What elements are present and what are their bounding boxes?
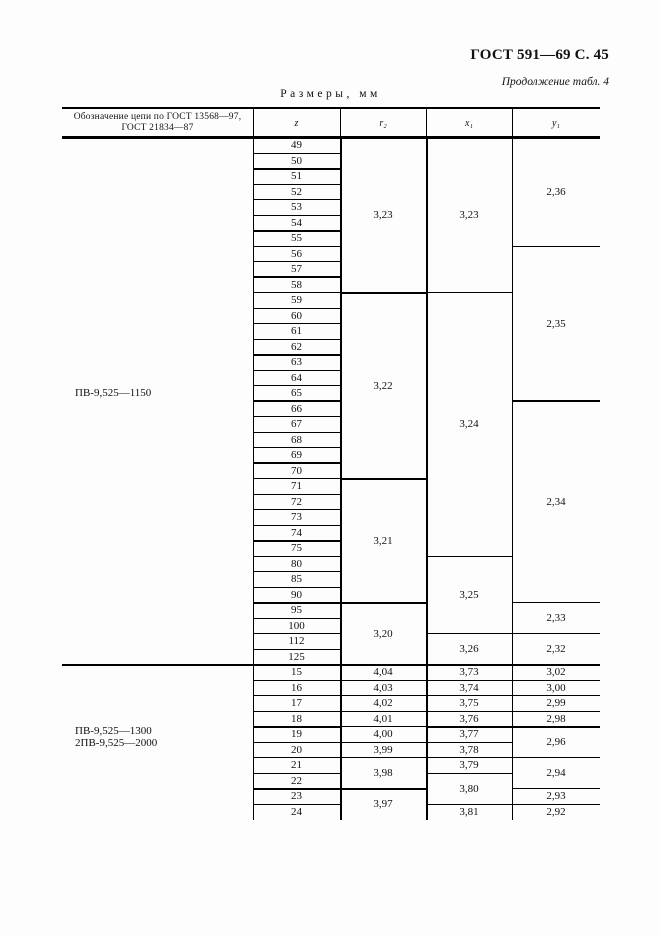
- merged-cell-divider: [340, 788, 426, 790]
- column-divider-r2: [340, 138, 343, 665]
- row-divider: [253, 587, 340, 588]
- z-value-cell: 49: [291, 139, 302, 152]
- x1-value-cell: 3,78: [459, 743, 479, 756]
- z-value-cell: 16: [291, 681, 302, 694]
- row-divider: [253, 711, 340, 712]
- row-divider: [253, 385, 340, 386]
- z-value-cell: 52: [291, 185, 302, 198]
- merged-cell-divider: [340, 695, 426, 696]
- z-value-cell: 125: [288, 650, 305, 663]
- merged-cell-divider: [426, 726, 512, 728]
- merged-cell-divider: [512, 726, 600, 728]
- merged-cell-divider: [426, 292, 512, 293]
- column-header-x1: x₁: [465, 117, 473, 129]
- y1-value-cell: 2,94: [546, 767, 566, 779]
- r2-value-cell: 3,22: [373, 379, 393, 392]
- row-divider: [253, 370, 340, 371]
- row-divider: [253, 292, 340, 293]
- row-divider: [253, 432, 340, 433]
- z-value-cell: 64: [291, 371, 302, 384]
- row-divider: [253, 788, 340, 790]
- row-divider: [253, 184, 340, 185]
- table-continuation-label: Продолжение табл. 4: [501, 76, 609, 88]
- y1-value-cell: 2,34: [546, 495, 566, 508]
- row-divider: [253, 509, 340, 510]
- row-divider: [253, 153, 340, 154]
- merged-cell-divider: [512, 788, 600, 789]
- row-divider: [253, 400, 340, 402]
- x1-value-cell: 3,73: [459, 666, 479, 679]
- merged-cell-divider: [340, 742, 426, 743]
- row-divider: [253, 308, 340, 309]
- merged-cell-divider: [426, 680, 512, 681]
- header-column-divider: [512, 108, 513, 137]
- x1-value-cell: 3,80: [459, 782, 479, 795]
- x1-value-cell: 3,75: [459, 697, 479, 710]
- header-column-divider: [253, 108, 254, 137]
- merged-cell-divider: [512, 400, 600, 402]
- merged-cell-divider: [512, 695, 600, 696]
- row-divider: [253, 571, 340, 572]
- row-divider: [253, 680, 340, 681]
- y1-value-cell: 2,36: [546, 185, 566, 198]
- column-divider-x1: [426, 138, 429, 665]
- z-value-cell: 24: [291, 805, 302, 818]
- row-divider: [253, 494, 340, 495]
- row-divider: [253, 525, 340, 526]
- z-value-cell: 67: [291, 418, 302, 431]
- row-divider: [253, 804, 340, 805]
- row-divider: [253, 649, 340, 650]
- z-value-cell: 69: [291, 449, 302, 462]
- row-divider: [253, 726, 340, 728]
- merged-cell-divider: [426, 773, 512, 774]
- chain-designation-line: ПВ-9,525—1150: [75, 387, 152, 399]
- z-value-cell: 90: [291, 588, 302, 601]
- y1-value-cell: 3,00: [546, 681, 566, 694]
- chain-designation: [75, 387, 151, 399]
- z-value-cell: 22: [291, 774, 302, 787]
- merged-cell-divider: [340, 478, 426, 480]
- z-value-cell: 100: [288, 619, 305, 632]
- z-value-cell: 72: [291, 495, 302, 508]
- y1-value-cell: 2,32: [546, 643, 566, 655]
- r2-value-cell: 4,03: [373, 681, 393, 694]
- merged-cell-divider: [512, 602, 600, 603]
- y1-value-cell: 2,92: [546, 805, 566, 818]
- z-value-cell: 15: [291, 666, 302, 679]
- y1-value-cell: 2,35: [546, 317, 566, 330]
- r2-value-cell: 3,20: [373, 627, 393, 640]
- z-value-cell: 66: [291, 402, 302, 415]
- x1-value-cell: 3,81: [459, 805, 479, 818]
- r2-value-cell: 4,00: [373, 728, 393, 741]
- column-header-y1: y₁: [552, 117, 560, 129]
- row-divider: [253, 261, 340, 262]
- z-value-cell: 85: [291, 573, 302, 586]
- units-caption: Размеры, мм: [280, 88, 381, 100]
- z-value-cell: 19: [291, 728, 302, 741]
- z-value-cell: 50: [291, 154, 302, 167]
- merged-cell-divider: [340, 292, 426, 294]
- x1-value-cell: 3,23: [459, 209, 479, 221]
- chain-designation-line: ПВ-9,525—1300: [75, 725, 152, 737]
- header-top-rule: [62, 107, 600, 109]
- z-value-cell: 55: [291, 232, 302, 245]
- column-header-designation-line1: Обозначение цепи по ГОСТ 13568—97,: [73, 112, 242, 122]
- row-divider: [253, 742, 340, 743]
- row-divider: [253, 416, 340, 417]
- z-value-cell: 23: [291, 790, 302, 803]
- y1-value-cell: 2,33: [546, 612, 566, 624]
- merged-cell-divider: [340, 602, 426, 604]
- row-divider: [253, 447, 340, 448]
- y1-value-cell: 2,98: [546, 712, 566, 725]
- row-divider: [253, 354, 340, 356]
- chain-designation: [75, 725, 157, 749]
- x1-value-cell: 3,25: [459, 588, 479, 601]
- merged-cell-divider: [426, 556, 512, 557]
- y1-value-cell: 2,96: [546, 736, 566, 748]
- x1-value-cell: 3,24: [459, 418, 479, 431]
- merged-cell-divider: [512, 633, 600, 634]
- row-divider: [253, 339, 340, 340]
- z-value-cell: 21: [291, 759, 302, 772]
- z-value-cell: 65: [291, 387, 302, 400]
- merged-cell-divider: [512, 246, 600, 247]
- row-divider: [253, 633, 340, 634]
- merged-cell-divider: [512, 804, 600, 805]
- row-divider: [253, 246, 340, 247]
- z-value-cell: 112: [288, 635, 305, 648]
- r2-value-cell: 3,23: [373, 209, 393, 221]
- r2-value-cell: 3,21: [373, 534, 393, 547]
- z-value-cell: 58: [291, 278, 302, 291]
- merged-cell-divider: [340, 680, 426, 681]
- row-divider: [253, 695, 340, 696]
- y1-value-cell: 2,93: [546, 790, 566, 803]
- z-value-cell: 71: [291, 480, 302, 493]
- x1-value-cell: 3,79: [459, 759, 479, 772]
- x1-value-cell: 3,26: [459, 643, 479, 655]
- z-value-cell: 17: [291, 697, 302, 710]
- chain-designation-line: 2ПВ-9,525—2000: [75, 737, 158, 749]
- row-divider: [253, 168, 340, 170]
- merged-cell-divider: [512, 680, 600, 681]
- z-value-cell: 20: [291, 743, 302, 756]
- merged-cell-divider: [426, 757, 512, 758]
- merged-cell-divider: [426, 742, 512, 743]
- row-divider: [253, 773, 340, 774]
- column-divider-y1: [512, 138, 513, 665]
- y1-value-cell: 2,99: [546, 697, 566, 710]
- row-divider: [253, 462, 340, 464]
- row-divider: [253, 323, 340, 324]
- x1-value-cell: 3,76: [459, 712, 479, 725]
- z-value-cell: 74: [291, 526, 302, 539]
- column-divider-x1: [426, 665, 429, 820]
- merged-cell-divider: [426, 711, 512, 712]
- row-divider: [253, 276, 340, 278]
- r2-value-cell: 3,99: [373, 743, 393, 756]
- column-header-z: z: [294, 117, 299, 129]
- z-value-cell: 57: [291, 263, 302, 276]
- r2-value-cell: 3,98: [373, 767, 393, 779]
- z-value-cell: 68: [291, 433, 302, 446]
- row-divider: [253, 602, 340, 604]
- column-divider-z: [253, 665, 254, 820]
- r2-value-cell: 4,04: [373, 666, 393, 679]
- x1-value-cell: 3,77: [459, 728, 479, 741]
- row-divider: [253, 556, 340, 557]
- z-value-cell: 95: [291, 604, 302, 617]
- header-column-divider: [426, 108, 427, 137]
- column-header-designation-line2: ГОСТ 21834—87: [121, 123, 194, 133]
- z-value-cell: 53: [291, 201, 302, 214]
- z-value-cell: 56: [291, 247, 302, 260]
- page-header: ГОСТ 591—69 С. 45: [470, 47, 609, 63]
- row-divider: [253, 478, 340, 479]
- header-column-divider: [340, 108, 341, 137]
- merged-cell-divider: [426, 633, 512, 634]
- z-value-cell: 18: [291, 712, 302, 725]
- z-value-cell: 60: [291, 309, 302, 322]
- y1-value-cell: 3,02: [546, 666, 566, 679]
- merged-cell-divider: [426, 695, 512, 696]
- merged-cell-divider: [340, 726, 426, 727]
- column-header-r2: r₂: [379, 117, 387, 129]
- r2-value-cell: 3,97: [373, 798, 393, 810]
- z-value-cell: 51: [291, 170, 302, 183]
- row-divider: [253, 540, 340, 542]
- row-divider: [253, 199, 340, 200]
- merged-cell-divider: [512, 711, 600, 712]
- z-value-cell: 62: [291, 340, 302, 353]
- x1-value-cell: 3,74: [459, 681, 479, 694]
- z-value-cell: 63: [291, 356, 302, 369]
- r2-value-cell: 4,01: [373, 712, 393, 725]
- column-divider-z: [253, 138, 254, 665]
- column-divider-y1: [512, 665, 513, 820]
- r2-value-cell: 4,02: [373, 697, 393, 710]
- z-value-cell: 70: [291, 464, 302, 477]
- z-value-cell: 61: [291, 325, 302, 338]
- z-value-cell: 54: [291, 216, 302, 229]
- merged-cell-divider: [512, 757, 600, 758]
- row-divider: [253, 215, 340, 216]
- z-value-cell: 75: [291, 542, 302, 555]
- row-divider: [253, 618, 340, 619]
- row-divider: [253, 757, 340, 758]
- column-divider-r2: [340, 665, 343, 820]
- z-value-cell: 73: [291, 511, 302, 524]
- column-header-designation: [62, 109, 253, 137]
- merged-cell-divider: [340, 757, 426, 758]
- z-value-cell: 80: [291, 557, 302, 570]
- z-value-cell: 59: [291, 294, 302, 307]
- merged-cell-divider: [340, 711, 426, 712]
- row-divider: [253, 230, 340, 232]
- merged-cell-divider: [426, 804, 512, 805]
